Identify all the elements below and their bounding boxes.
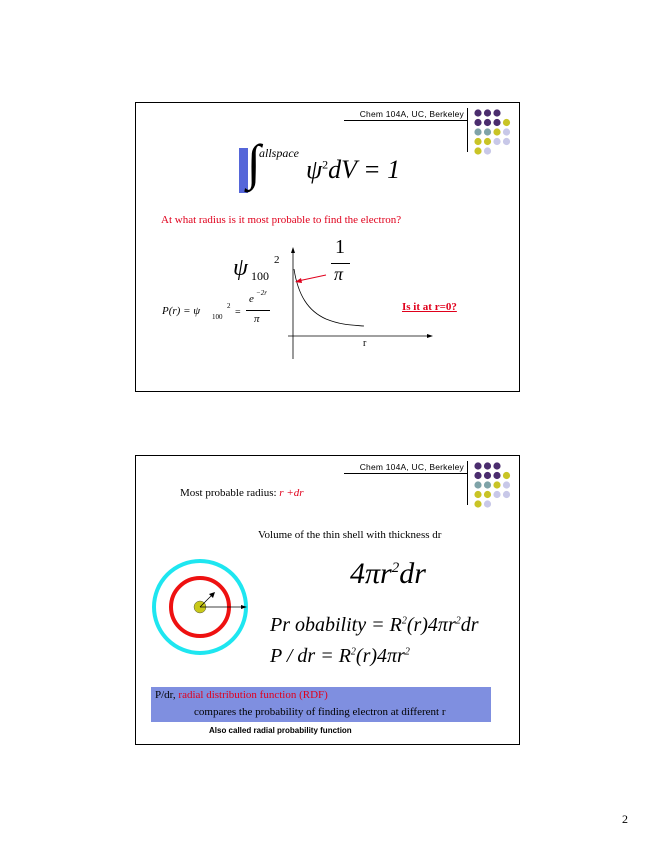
decorative-dot [484, 500, 491, 507]
header-divider [467, 461, 468, 505]
header-rule [344, 473, 467, 474]
decorative-dot [503, 138, 510, 145]
slide-header: Chem 104A, UC, Berkeley [359, 462, 464, 472]
probability-numerator-base: e [249, 293, 254, 305]
shell-volume-equation: $4\pi r^2dr$ [350, 557, 426, 590]
is-it-at-zero-text: Is it at r=0? [402, 301, 457, 313]
decorative-dot [484, 109, 491, 116]
decorative-dot [493, 128, 500, 135]
thin-shell-diagram [146, 556, 256, 666]
decorative-dot [503, 472, 510, 479]
decorative-dot [503, 491, 510, 498]
pointer-arrow [298, 275, 326, 281]
slide-1 [135, 102, 520, 392]
rdf-description: compares the probability of finding electron at different r [194, 706, 446, 718]
probability-equation: Pr obability = $R^2(r)4\pi r^2dr$ [270, 614, 479, 636]
decorative-dot [474, 481, 481, 488]
decorative-dot [503, 481, 510, 488]
decorative-dot [493, 491, 500, 498]
probability-lhs: P(r) = ψ [162, 305, 201, 317]
decorative-dot [474, 462, 481, 469]
psi-superscript: 2 [274, 254, 280, 266]
decorative-dot [503, 128, 510, 135]
decorative-dot [493, 481, 500, 488]
decorative-dot [493, 472, 500, 479]
decorative-dot [493, 109, 500, 116]
decorative-dot [484, 481, 491, 488]
decorative-dot [474, 109, 481, 116]
decorative-dot [484, 472, 491, 479]
integral-sign: ∫ [247, 134, 261, 190]
x-axis-arrow [427, 334, 433, 338]
fraction-denominator: π [334, 264, 344, 284]
decorative-dot [474, 500, 481, 507]
most-probable-radius-text: Most probable radius: r +dr [180, 487, 304, 499]
decorative-dot [474, 147, 481, 154]
psi-symbol: ψ [233, 255, 248, 281]
probability-fraction-bar [246, 310, 270, 311]
r-axis-label: r [363, 338, 367, 349]
decorative-dot [474, 128, 481, 135]
decorative-dot [484, 462, 491, 469]
rdf-title: P/dr, radial distribution function (RDF) [155, 689, 328, 701]
probability-density-plot [286, 243, 436, 363]
density-curve [294, 269, 364, 326]
header-rule [344, 120, 467, 121]
question-text: At what radius is it most probable to find the electron? [161, 214, 402, 226]
probability-superscript: 2 [227, 302, 231, 310]
decorative-dot [484, 128, 491, 135]
decorative-dot [474, 119, 481, 126]
also-called-text: Also called radial probability function [209, 726, 352, 735]
probability-denominator: π [254, 313, 260, 325]
decorative-dot [503, 119, 510, 126]
probability-subscript: 100 [212, 313, 223, 321]
decorative-dot [484, 147, 491, 154]
shell-caption: Volume of the thin shell with thickness dr [258, 529, 442, 541]
slide-2 [135, 455, 520, 745]
decorative-dot-grid [473, 461, 513, 511]
y-axis-arrow [291, 247, 295, 253]
slide-header: Chem 104A, UC, Berkeley [359, 109, 464, 119]
decorative-dot [493, 119, 500, 126]
pdr-equation: P / dr = $R^2(r)4\pi r^2$ [270, 645, 410, 667]
page-number: 2 [622, 812, 628, 826]
probability-equals: = [235, 307, 241, 318]
header-divider [467, 108, 468, 152]
psi-subscript: 100 [251, 269, 269, 283]
decorative-dot [474, 138, 481, 145]
decorative-dot [484, 119, 491, 126]
decorative-dot [484, 491, 491, 498]
decorative-dot-grid [473, 108, 513, 158]
decorative-dot [493, 462, 500, 469]
decorative-dot [484, 138, 491, 145]
normalization-equation: $\psi^2dV = 1$ [306, 155, 401, 184]
integral-upper-limit: allspace [259, 146, 299, 160]
decorative-dot [474, 472, 481, 479]
decorative-dot [493, 138, 500, 145]
fraction-numerator: 1 [335, 236, 345, 258]
decorative-dot [474, 491, 481, 498]
probability-numerator-exp: −2r [256, 289, 267, 297]
